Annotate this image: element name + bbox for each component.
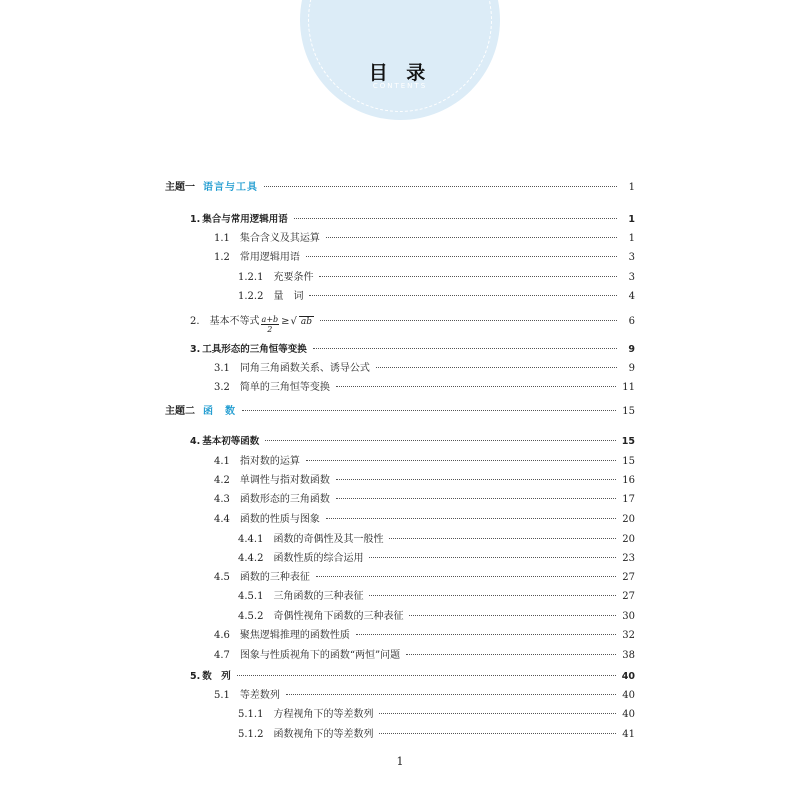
toc-entry-number: 4.4.2 (238, 553, 264, 564)
toc-entry-label (190, 435, 259, 449)
toc-entry-page: 40 (622, 690, 635, 701)
dot-leader (336, 479, 616, 480)
toc-entry-page: 3 (628, 252, 635, 263)
toc-entry[interactable] (214, 629, 635, 643)
toc-entry-title: 数 列 (202, 671, 231, 682)
toc-entry-title: 三角函数的三种表征 (273, 591, 364, 602)
toc-entry-label (238, 590, 363, 604)
toc-entry[interactable] (190, 343, 635, 357)
toc-entry[interactable] (214, 381, 635, 395)
formula-relation: ≥ (281, 316, 290, 327)
toc-entry-title: 聚焦逻辑推理的函数性质 (239, 630, 350, 641)
toc-entry-page: 27 (622, 591, 635, 602)
toc-entry-number: 4.5.2 (238, 611, 264, 622)
toc-entry-label (214, 513, 320, 527)
toc-entry[interactable] (214, 649, 635, 663)
toc-entry-label (190, 343, 307, 357)
toc-entry[interactable] (238, 728, 635, 742)
sqrt-radicand: ab (300, 317, 313, 327)
toc-entry[interactable] (214, 455, 635, 469)
toc-entry[interactable] (190, 670, 635, 684)
toc-entry-page: 41 (622, 729, 635, 740)
toc-entry-number: 4.3 (214, 494, 230, 505)
toc-entry-page: 3 (628, 272, 635, 283)
page-number: 1 (396, 755, 404, 768)
toc-entry-number: 1.2 (214, 252, 230, 263)
dot-leader (379, 733, 616, 734)
toc-entry-number: 主题一 (165, 182, 195, 193)
dot-leader (336, 498, 616, 499)
toc-entry-page: 11 (622, 382, 635, 393)
dot-leader (306, 256, 617, 257)
toc-entry-label (214, 493, 330, 507)
toc-entry-title: 方程视角下的等差数列 (273, 709, 374, 720)
toc-entry[interactable] (238, 271, 635, 285)
toc-entry-title: 图象与性质视角下的函数“两恒”问题 (239, 650, 401, 661)
dot-leader (294, 218, 617, 219)
toc-entry-title: 量 词 (273, 291, 304, 302)
dot-leader (313, 348, 617, 349)
toc-entry[interactable] (165, 181, 635, 195)
toc-entry[interactable] (238, 708, 635, 722)
toc-entry-label (214, 381, 330, 395)
toc-entry-number: 5.1.2 (238, 729, 264, 740)
toc-entry[interactable] (214, 689, 635, 703)
toc-entry[interactable] (190, 315, 635, 336)
dot-leader (406, 654, 616, 655)
toc-entry-number: 1. (190, 214, 201, 225)
toc-entry-label (238, 290, 303, 304)
toc-entry-number: 5. (190, 671, 201, 682)
toc-entry-label (238, 552, 363, 566)
toc-entry-page: 23 (622, 553, 635, 564)
toc-entry[interactable] (238, 610, 635, 624)
toc-entry-page: 38 (622, 650, 635, 661)
toc-entry-label (190, 670, 231, 684)
toc-entry-label (165, 181, 258, 195)
toc-entry-title: 充要条件 (273, 272, 314, 283)
toc-entry-title: 函数的性质与图象 (239, 514, 320, 525)
toc-entry-number: 1.2.1 (238, 272, 264, 283)
toc-entry-title: 等差数列 (239, 690, 280, 701)
toc-entry-page: 9 (628, 363, 635, 374)
toc-entry-label (190, 213, 288, 227)
toc-entry-page: 15 (621, 436, 635, 447)
toc-entry[interactable] (214, 571, 635, 585)
toc-entry[interactable] (165, 405, 635, 419)
toc-entry-number: 3.1 (214, 363, 230, 374)
toc-entry-number: 2. (190, 316, 200, 327)
toc-entry-number: 5.1.1 (238, 709, 264, 720)
toc-entry-number: 1.2.2 (238, 291, 264, 302)
toc-entry-title: 集合与常用逻辑用语 (202, 214, 288, 225)
toc-entry[interactable] (214, 493, 635, 507)
dot-leader (242, 410, 616, 411)
toc-entry-title: 集合含义及其运算 (239, 233, 320, 244)
toc-entry-page: 15 (622, 456, 635, 467)
toc-entry-page: 9 (628, 344, 635, 355)
toc-entry-title: 函数形态的三角函数 (239, 494, 330, 505)
toc-entry-title: 语言与工具 (203, 182, 258, 193)
toc-entry-label (214, 689, 280, 703)
toc-entry-title: 基本不等式 (209, 316, 260, 327)
toc-entry-page: 30 (622, 611, 635, 622)
dot-leader (319, 276, 617, 277)
toc-entry-label (214, 649, 400, 663)
toc-entry-number: 5.1 (214, 690, 230, 701)
toc-entry-label (238, 533, 383, 547)
dot-leader (286, 694, 616, 695)
dot-leader (389, 538, 616, 539)
page-title: 目 录 (368, 62, 432, 84)
toc-entry[interactable] (190, 213, 635, 227)
toc-entry-title: 函数性质的综合运用 (273, 553, 364, 564)
formula-fraction (261, 315, 280, 334)
toc-entry-page: 15 (622, 406, 635, 417)
toc-entry-page: 6 (628, 316, 635, 327)
toc-entry[interactable] (214, 474, 635, 488)
toc-entry-title: 基本初等函数 (202, 436, 260, 447)
toc-entry-label (214, 251, 300, 265)
dot-leader (376, 367, 617, 368)
toc-entry-title: 简单的三角恒等变换 (239, 382, 330, 393)
toc-entry-number: 4.4.1 (238, 534, 264, 545)
dot-leader (336, 386, 616, 387)
toc-entry-number: 4. (190, 436, 201, 447)
toc-entry[interactable] (238, 552, 635, 566)
toc-entry-page: 1 (628, 233, 635, 244)
toc-entry-page: 20 (622, 534, 635, 545)
toc-entry-title: 函 数 (203, 406, 236, 417)
toc-entry-label (165, 405, 236, 419)
toc-entry[interactable] (214, 251, 635, 265)
dot-leader (306, 460, 616, 461)
toc-entry[interactable] (238, 533, 635, 547)
toc-entry-title: 指对数的运算 (239, 456, 300, 467)
dot-leader (356, 634, 616, 635)
formula-sqrt: √ ab (290, 316, 313, 327)
toc-entry-label (214, 362, 370, 376)
toc-entry-title: 常用逻辑用语 (239, 252, 300, 263)
toc-entry-page: 17 (622, 494, 635, 505)
toc-entry-page: 27 (622, 572, 635, 583)
fraction-numerator: a+b (261, 315, 279, 324)
toc-entry-number: 4.7 (214, 650, 230, 661)
dot-leader (326, 237, 617, 238)
toc-entry-label (190, 315, 314, 336)
toc-entry-title: 单调性与指对数函数 (239, 475, 330, 486)
toc-entry-title: 函数的三种表征 (239, 572, 310, 583)
toc-entry[interactable] (190, 435, 635, 449)
toc-entry-number: 3. (190, 344, 201, 355)
toc-entry[interactable] (214, 362, 635, 376)
toc-entry-number: 3.2 (214, 382, 230, 393)
toc-entry-label (238, 610, 403, 624)
toc-entry-label (214, 629, 350, 643)
dot-leader (316, 576, 616, 577)
toc-entry-page: 40 (621, 671, 635, 682)
toc-entry-label (214, 455, 300, 469)
toc-entry-number: 4.4 (214, 514, 230, 525)
toc-entry-label (238, 271, 313, 285)
toc-entry-page: 1 (628, 214, 635, 225)
toc-entry-label (238, 708, 373, 722)
toc-entry-number: 1.1 (214, 233, 230, 244)
toc-entry-title: 同角三角函数关系、诱导公式 (239, 363, 370, 374)
toc-entry-page: 40 (622, 709, 635, 720)
page-subtitle: CONTENTS (372, 82, 428, 90)
toc-entry-title: 函数的奇偶性及其一般性 (273, 534, 384, 545)
toc-entry-page: 20 (622, 514, 635, 525)
toc-entry-page: 16 (622, 475, 635, 486)
dot-leader (264, 186, 617, 187)
toc-entry-number: 主题二 (165, 406, 195, 417)
toc-entry-title: 奇偶性视角下函数的三种表征 (273, 611, 404, 622)
dot-leader (326, 518, 616, 519)
toc-entry-number: 4.1 (214, 456, 230, 467)
toc-entry[interactable] (214, 513, 635, 527)
dot-leader (379, 713, 616, 714)
dot-leader (369, 557, 616, 558)
toc-entry-number: 4.2 (214, 475, 230, 486)
toc-entry-label (214, 571, 310, 585)
dot-leader (237, 675, 616, 676)
toc-entry-label (214, 474, 330, 488)
toc-entry-page: 32 (622, 630, 635, 641)
toc-entry-page: 4 (628, 291, 635, 302)
toc-entry-label (238, 728, 373, 742)
dot-leader (409, 615, 616, 616)
toc-entry-title: 函数视角下的等差数列 (273, 729, 374, 740)
toc-entry-number: 4.6 (214, 630, 230, 641)
toc-entry[interactable] (214, 232, 635, 246)
fraction-denominator: 2 (267, 325, 273, 334)
toc-entry-number: 4.5.1 (238, 591, 264, 602)
dot-leader (369, 595, 616, 596)
toc-entry-number: 4.5 (214, 572, 230, 583)
dot-leader (320, 320, 617, 321)
toc-entry[interactable] (238, 290, 635, 304)
toc-entry[interactable] (238, 590, 635, 604)
dot-leader (265, 440, 616, 441)
dot-leader (309, 295, 617, 296)
toc-entry-label (214, 232, 320, 246)
toc-entry-title: 工具形态的三角恒等变换 (202, 344, 307, 355)
toc-entry-page: 1 (628, 182, 635, 193)
